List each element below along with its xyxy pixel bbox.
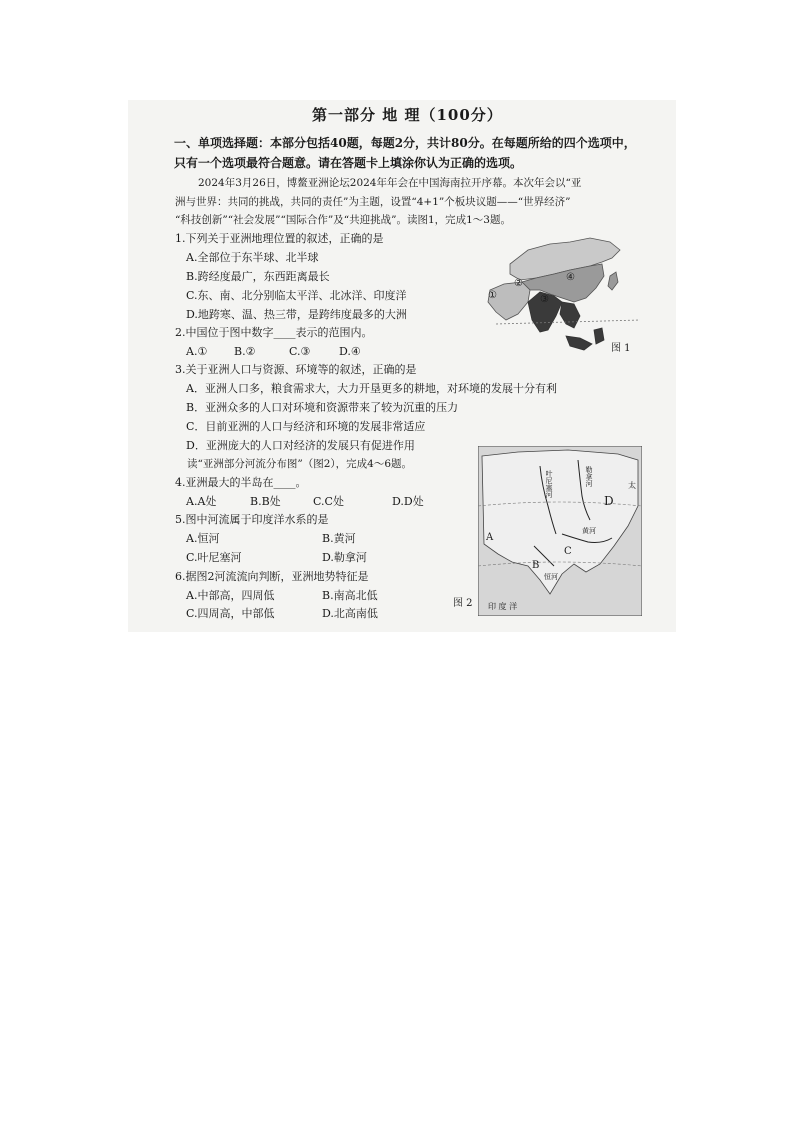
figure-1-label-4: ④ <box>566 272 575 283</box>
question-3-option-c[interactable]: C．目前亚洲的人口与经济和环境的发展非常适应 <box>186 420 426 433</box>
question-5-option-d[interactable]: D.勒拿河 <box>322 551 367 564</box>
instructions-line-2: 只有一个选项最符合题意。请在答题卡上填涂你认为正确的选项。 <box>174 156 523 170</box>
question-1-option-b[interactable]: B.跨经度最广，东西距离最长 <box>186 270 330 283</box>
question-3-option-b[interactable]: B．亚洲众多的人口对环境和资源带来了较为沉重的压力 <box>186 401 459 414</box>
figure-2-label-pacific: 太 <box>628 481 636 490</box>
intro-line-3: “科技创新”“社会发展”“国际合作”及“共迎挑战”。读图1，完成1～3题。 <box>175 214 511 226</box>
figure-2-label-henghe: 恒河 <box>544 573 558 581</box>
question-6-option-b[interactable]: B.南高北低 <box>322 589 378 602</box>
figure-2-label-d: D <box>604 494 614 508</box>
reading-prompt-figure-2: 读“亚洲部分河流分布图”（图2），完成4～6题。 <box>187 458 413 470</box>
figure-2-label-a: A <box>486 532 494 543</box>
figure-1-caption: 图 1 <box>611 343 631 354</box>
question-1-option-c[interactable]: C.东、南、北分别临太平洋、北冰洋、印度洋 <box>186 289 407 302</box>
figure-2-label-ocean: 印 度 洋 <box>488 602 518 611</box>
figure-2-label-c: C <box>564 546 572 557</box>
figure-2-caption: 图 2 <box>453 598 473 609</box>
figure-1-label-2: ② <box>514 278 523 289</box>
question-2-option-c[interactable]: C.③ <box>289 345 311 358</box>
question-6-option-a[interactable]: A.中部高，四周低 <box>186 589 275 602</box>
question-3-stem: 3.关于亚洲人口与资源、环境等的叙述，正确的是 <box>175 363 417 376</box>
question-2-option-b[interactable]: B.② <box>234 345 256 358</box>
page-title: 第一部分 地 理（100分） <box>312 106 503 124</box>
intro-line-1: 2024年3月26日，博鳌亚洲论坛2024年年会在中国海南拉开序幕。本次年会以“亚 <box>198 177 582 189</box>
question-1-option-d[interactable]: D.地跨寒、温、热三带，是跨纬度最多的大洲 <box>186 308 407 321</box>
question-1-option-a[interactable]: A.全部位于东半球、北半球 <box>186 251 319 264</box>
figure-2-river-map <box>478 446 642 616</box>
river-map-graphic <box>478 446 642 616</box>
question-2-option-a[interactable]: A.① <box>186 345 208 358</box>
figure-2-label-yenisei: 叶尼塞河 <box>545 470 553 498</box>
question-3-option-d[interactable]: D．亚洲庞大的人口对经济的发展只有促进作用 <box>186 439 415 452</box>
question-6-stem: 6.据图2河流流向判断，亚洲地势特征是 <box>175 570 369 583</box>
figure-2-label-huanghe: 黄河 <box>582 527 596 535</box>
question-3-option-a[interactable]: A．亚洲人口多，粮食需求大，大力开垦更多的耕地，对环境的发展十分有利 <box>186 382 557 395</box>
question-2-stem: 2.中国位于图中数字____表示的范围内。 <box>175 326 373 339</box>
question-4-stem: 4.亚洲最大的半岛在____。 <box>175 476 307 489</box>
question-1-stem: 1.下列关于亚洲地理位置的叙述，正确的是 <box>175 232 384 245</box>
figure-2-label-lena: 勒拿河 <box>585 466 593 487</box>
question-4-option-b[interactable]: B.B处 <box>250 495 281 508</box>
instructions-line-1: 一、单项选择题：本部分包括40题，每题2分，共计80分。在每题所给的四个选项中， <box>174 136 636 150</box>
question-5-option-b[interactable]: B.黄河 <box>322 532 356 545</box>
question-6-option-c[interactable]: C.四周高，中部低 <box>186 607 275 620</box>
intro-line-2: 洲与世界：共同的挑战，共同的责任”为主题，设置“4+1”个板块议题——“世界经济” <box>175 196 571 208</box>
question-6-option-d[interactable]: D.北高南低 <box>322 607 378 620</box>
question-5-stem: 5.图中河流属于印度洋水系的是 <box>175 513 329 526</box>
question-2-option-d[interactable]: D.④ <box>339 345 361 358</box>
figure-1-label-3: ③ <box>540 294 549 305</box>
figure-1-label-1: ① <box>488 290 497 301</box>
question-4-option-a[interactable]: A.A处 <box>186 495 217 508</box>
question-4-option-c[interactable]: C.C处 <box>313 495 344 508</box>
question-5-option-c[interactable]: C.叶尼塞河 <box>186 551 242 564</box>
question-5-option-a[interactable]: A.恒河 <box>186 532 220 545</box>
question-4-option-d[interactable]: D.D处 <box>392 495 424 508</box>
figure-2-label-b: B <box>532 560 540 571</box>
